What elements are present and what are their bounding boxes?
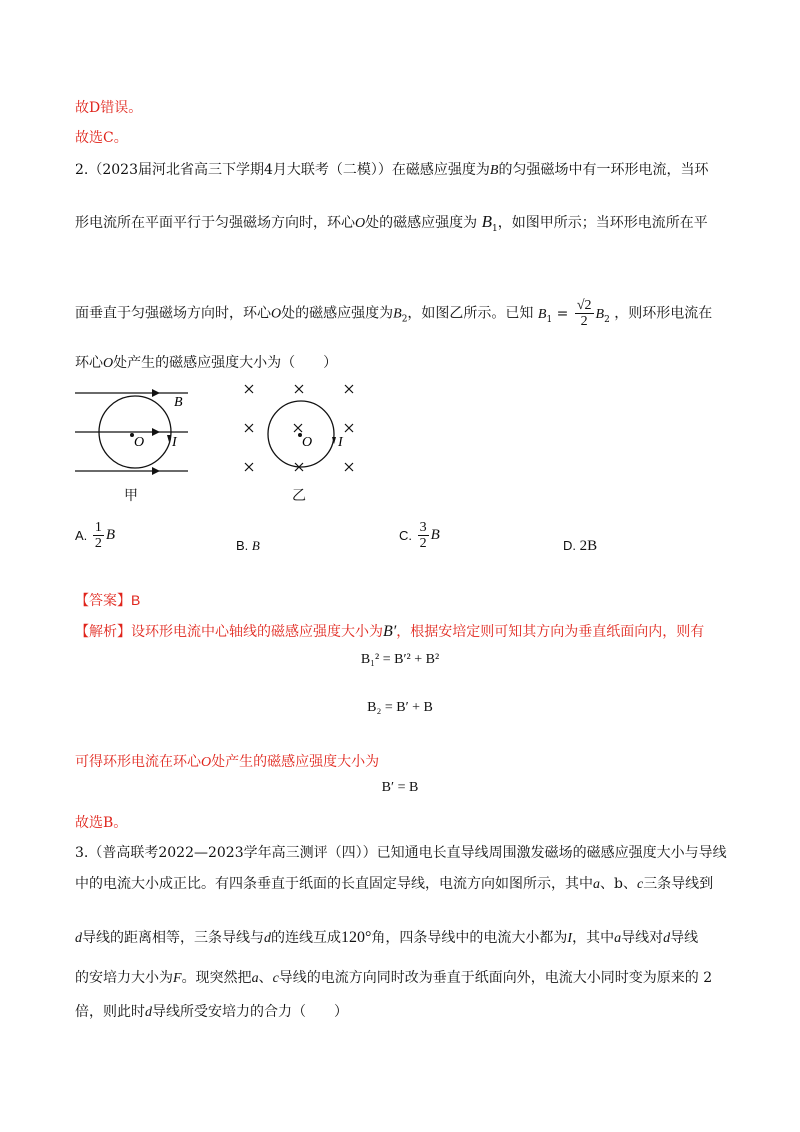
caption-yi: 乙 bbox=[292, 488, 306, 504]
q3-line-4: 的安培力大小为F。现突然把a、c导线的电流方向同时改为垂直于纸面向外，电流大小同时变为原来的 2 bbox=[75, 970, 713, 986]
option-b[interactable]: B. B bbox=[236, 538, 260, 553]
q2-line-4: 环心O处产生的磁感应强度大小为（ ） bbox=[75, 355, 338, 371]
option-a[interactable]: A. $\frac{1}{2}$ B bbox=[75, 520, 116, 551]
analysis-line-2: 可得环形电流在环心O处产生的磁感应强度大小为 bbox=[75, 754, 380, 770]
equation-3: B′ = B bbox=[381, 780, 419, 795]
q2-line-1: 2.（2023届河北省高三下学期4月大联考（二模））在磁感应强度为B的匀强磁场中有一环形电流，当环 bbox=[75, 162, 709, 178]
equation-1: B₁² = B′² + B² bbox=[360, 652, 440, 667]
label-b: B bbox=[174, 395, 183, 410]
equation-2: B₂ = B′ + B bbox=[367, 700, 433, 715]
label-i: I bbox=[338, 435, 343, 450]
label-o: O bbox=[134, 435, 145, 450]
q2-line-3: 面垂直于匀强磁场方向时，环心O处的磁感应强度为$B_2$，如图乙所示。已知 $B_1$ = $\frac{√2}{2}$ $B_2$ ，则环形电流在 bbox=[75, 298, 713, 329]
answer: 【答案】B bbox=[75, 592, 141, 608]
q3-line-5: 倍，则此时d导线所受安培力的合力（ ） bbox=[75, 1004, 348, 1020]
choose-b: 故选B。 bbox=[75, 815, 128, 831]
option-d[interactable]: D. 2B bbox=[563, 538, 598, 554]
q3-line-1: 3.（普高联考2022—2023学年高三测评（四））已知通电长直导线周围激发磁场的磁感应强度大小与导线 bbox=[75, 845, 727, 861]
q2-line-2: 形电流所在平面平行于匀强磁场方向时，环心O处的磁感应强度为 $B_1$，如图甲所示；当环形电流所在平 bbox=[75, 212, 708, 234]
caption-jia: 甲 bbox=[124, 488, 138, 504]
field-into-page-marks bbox=[245, 385, 353, 471]
option-c[interactable]: C. $\frac{3}{2}$ B bbox=[399, 520, 440, 551]
analysis-line-1: 【解析】设环形电流中心轴线的磁感应强度大小为B′，根据安培定则可知其方向为垂直纸面向内，则有 bbox=[75, 623, 705, 640]
given-formula: $B_1$ = $\frac{√2}{2}$ $B_2$ bbox=[537, 298, 610, 329]
line-choose-c: 故选C。 bbox=[75, 130, 128, 146]
line-d-wrong: 故D错误。 bbox=[75, 100, 143, 116]
label-o: O bbox=[302, 435, 313, 450]
q3-line-2: 中的电流大小成正比。有四条垂直于纸面的长直固定导线，电流方向如图所示，其中a、b、c三条导线到 bbox=[75, 876, 714, 892]
q3-line-3: d导线的距离相等，三条导线与d的连线互成120°角，四条导线中的电流大小都为I，其中a导线对d导线 bbox=[75, 929, 699, 946]
label-i: I bbox=[172, 435, 177, 450]
